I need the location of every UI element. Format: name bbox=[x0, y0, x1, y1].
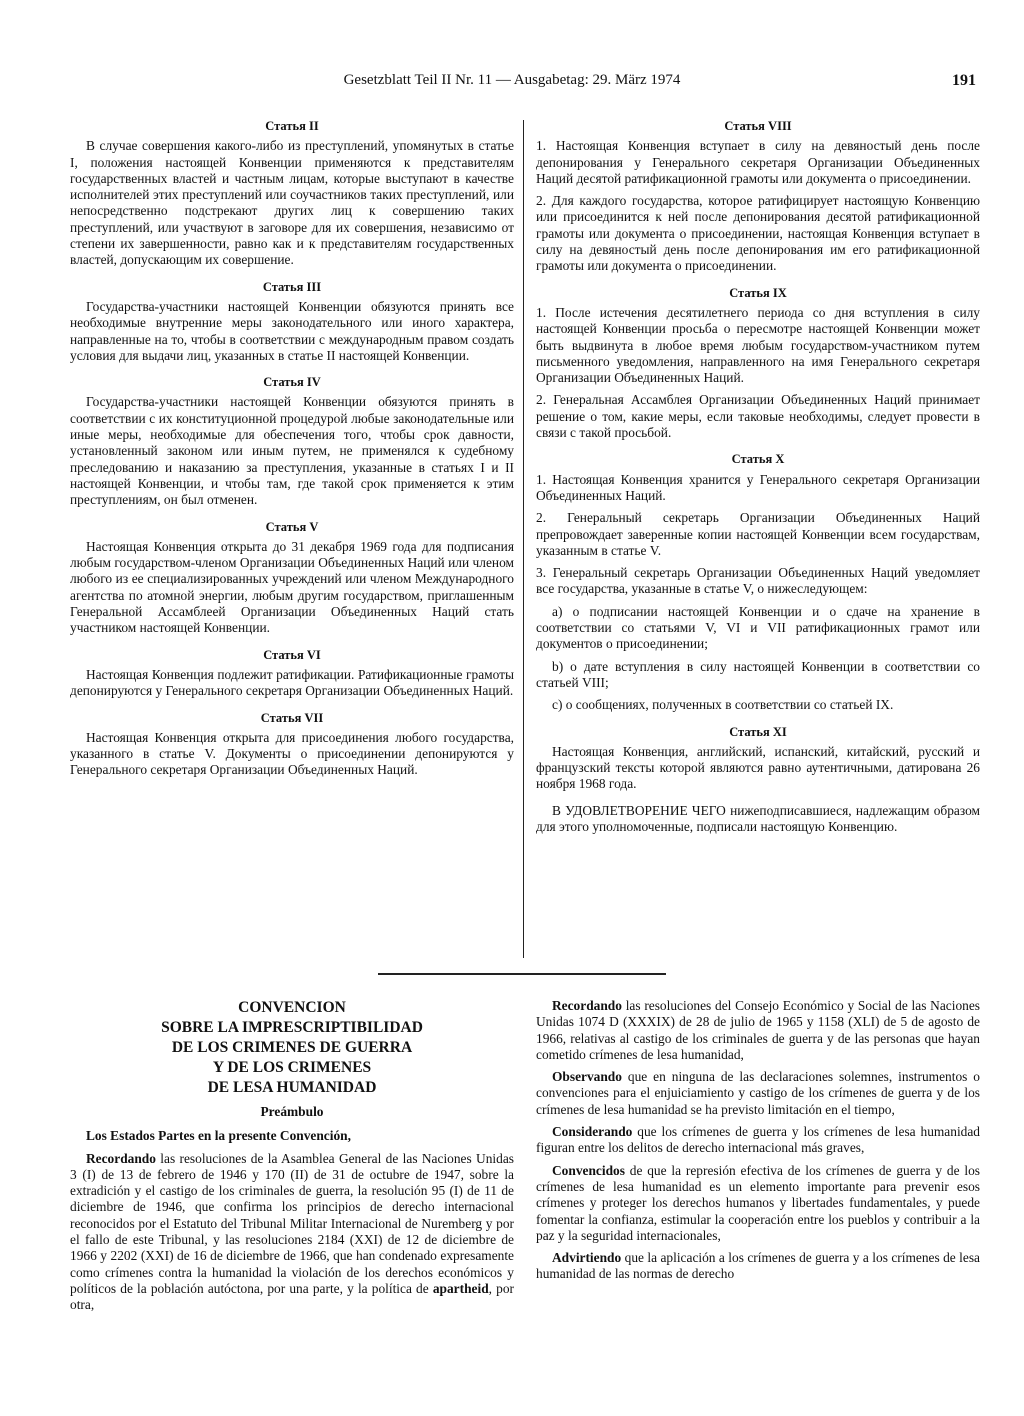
article bbox=[536, 451, 980, 713]
article-title: Статья X bbox=[731, 452, 785, 467]
article bbox=[70, 374, 514, 508]
article-text: Государства-участники настоящей Конвенции обязуются принять все необходимые внутренние меры законодательного или иного характера, направленные на то, чтобы в соответствии с международным правом создать условия для выдачи лиц, указанных в статье II настоящей Конвенции. bbox=[70, 298, 514, 363]
article-title: Статья IX bbox=[729, 285, 787, 300]
article-title: Статья VI bbox=[263, 647, 321, 662]
article-text: В случае совершения какого-либо из преступлений, упомянутых в статье I, положения настоящей Конвенции применяются к представителям государственных властей и частным лицам, которые выступают в качестве исполнителей этих преступлений или соучастников таких преступлений, или непосредственно подстрекают других лиц к совершению таких преступлений, или участвуют в заговоре для их совершения, независимо от степени их завершенности, равно как и к представителям государственных властей, допускающим их совершение. bbox=[70, 138, 514, 268]
paragraph-text: las resoluciones del Consejo Económico y Social de las Naciones Unidas 1074 D (XXXIX) de 28 de julio de 1965 y 1158 (XLI) de 5 de agosto de 1966, relativas al castigo de los criminales de guerra y de las personas que hayan cometido crímenes de lesa humanidad, bbox=[536, 998, 980, 1062]
paragraph-lead: Recordando bbox=[86, 1150, 156, 1166]
article-text: 1. Настоящая Конвенция вступает в силу на девяностый день после депонирования у Генерального секретаря Организации Объединенных Наций десятой ратификационной грамоты или документа о присоединении. bbox=[536, 138, 980, 186]
article-text: 3. Генеральный секретарь Организации Объединенных Наций уведомляет все государства, указанные в статье V, о нижеследующем: bbox=[536, 565, 980, 597]
preamble-title: Preámbulo bbox=[260, 1104, 324, 1119]
title-line: CONVENCION bbox=[238, 999, 346, 1016]
article bbox=[70, 279, 514, 364]
title-line: SOBRE LA IMPRESCRIPTIBILIDAD bbox=[161, 1019, 423, 1036]
right-column-spanish bbox=[536, 998, 980, 1289]
article-title: Статья XI bbox=[729, 724, 787, 739]
article-text: b) о дате вступления в силу настоящей Конвенции в соответствии со статьей VIII; bbox=[536, 658, 980, 690]
closing-clause: В УДОВЛЕТВОРЕНИЕ ЧЕГО нижеподписавшиеся, надлежащим образом для этого уполномоченные, подписали настоящую Конвенцию. bbox=[536, 802, 980, 834]
paragraph-emphasis: apartheid bbox=[432, 1280, 489, 1296]
preamble-paragraph bbox=[536, 1069, 980, 1118]
column-divider bbox=[523, 120, 524, 958]
article-text: a) о подписании настоящей Конвенции и о сдаче на хранение в соответствии со статьями V, VI и VII ратификационных грамот или документов о присоединении; bbox=[536, 603, 980, 652]
article-text: Настоящая Конвенция подлежит ратификации. Ратификационные грамоты депонируются у Генерального секретаря Организации Объединенных Наций. bbox=[70, 666, 514, 699]
paragraph-lead: Advirtiendo bbox=[552, 1250, 622, 1266]
article bbox=[70, 519, 514, 637]
left-column-spanish bbox=[70, 998, 514, 1320]
convention-title bbox=[70, 998, 514, 1098]
right-column-russian bbox=[536, 118, 980, 841]
paragraph-lead: Considerando bbox=[552, 1124, 633, 1140]
paragraph-end: , por otra, bbox=[70, 1280, 515, 1313]
article-text: 1. После истечения десятилетнего периода со дня вступления в силу настоящей Конвенции просьба о пересмотре настоящей Конвенции может быть выдвинута в любое время любым государством-участником путем письменного уведомления, направленного на имя Генерального секретаря Организации Объединенных Наций. bbox=[536, 304, 980, 386]
section-divider bbox=[378, 973, 666, 975]
article bbox=[70, 118, 514, 269]
article bbox=[70, 710, 514, 779]
paragraph-text: las resoluciones de la Asamblea General de las Naciones Unidas 3 (I) de 13 de febrero de 1946 y 170 (II) de 31 de octubre de 1947, sobre la extradición y el castigo de los criminales de guerra, la resolución 95 (I) de 11 de diciembre de 1946, que confirma los principios de derecho internacional reconocidos por el Estatuto del Tribunal Militar Internacional de Nuremberg y por el fallo de este Tribunal, y las resoluciones 2184 (XXI) de 12 de diciembre de 1966 y 2202 (XXI) de 16 de diciembre de 1966, que han condenado expresamente como crímenes contra la humanidad la violación de los derechos económicos y políticos de la población autóctona, por una parte, y la política de bbox=[70, 1150, 514, 1296]
preamble-paragraph bbox=[536, 1163, 980, 1244]
article-text: Настоящая Конвенция открыта для присоединения любого государства, указанного в статье V. Документы о присоединении депонируются у Генерального секретаря Организации Объединенных Наций. bbox=[70, 729, 514, 778]
paragraph-text: que los crímenes de guerra y los crímenes de lesa humanidad figuran entre los delitos de derecho internacional más graves, bbox=[536, 1124, 980, 1156]
preamble-subtitle: Los Estados Partes en la presente Convención, bbox=[86, 1128, 351, 1144]
paragraph-lead: Convencidos bbox=[552, 1162, 625, 1178]
article-text: 2. Для каждого государства, которое ратифицирует настоящую Конвенцию или присоединится к ней после депонирования десятой ратификационной грамоты или документа о присоединении, настоящая Конвенция вступает в силу на девяностый день после депонирования им его ратификационной грамоты или документа о присоединении. bbox=[536, 193, 980, 274]
preamble-paragraph bbox=[70, 1151, 514, 1314]
article-text: Настоящая Конвенция открыта до 31 декабря 1969 года для подписания любым государством-членом Организации Объединенных Наций или членом любого из ее специализированных учреждений или членом Международного агентства по атомной энергии, любым другим государством, приглашенным Генеральной Ассамблеей Организации Объединенных Наций стать участником настоящей Конвенции. bbox=[70, 538, 514, 636]
article-text: 2. Генеральная Ассамблея Организации Объединенных Наций принимает решение о том, какие меры, если таковые необходимы, следует провести в связи с такой просьбой. bbox=[536, 392, 980, 441]
article bbox=[536, 118, 980, 275]
paragraph-text: que en ninguna de las declaraciones solemnes, instrumentos o convenciones para el enjuiciamiento y castigo de los crímenes de guerra y de los crímenes de lesa humanidad se ha previsto limitación en el tiempo, bbox=[536, 1069, 980, 1117]
left-column-russian bbox=[70, 118, 514, 789]
paragraph-text: que la aplicación a los crímenes de guerra y a los crímenes de lesa humanidad de las normas de derecho bbox=[536, 1250, 980, 1282]
title-line: Y DE LOS CRIMENES bbox=[212, 1059, 372, 1076]
article-title: Статья III bbox=[262, 279, 322, 294]
article bbox=[536, 285, 980, 442]
article-text: Настоящая Конвенция, английский, испанский, китайский, русский и французский тексты которой являются равно аутентичными, датирована 26 ноября 1968 года. bbox=[536, 743, 980, 792]
article-text: 2. Генеральный секретарь Организации Объединенных Наций препровождает заверенные копии настоящей Конвенции всем государствам, указанным в статье V. bbox=[536, 510, 980, 558]
title-line: DE LOS CRIMENES DE GUERRA bbox=[171, 1039, 413, 1056]
article bbox=[536, 724, 980, 793]
article bbox=[70, 647, 514, 700]
preamble-paragraph bbox=[536, 1124, 980, 1157]
paragraph-lead: Recordando bbox=[552, 998, 622, 1013]
article-text: 1. Настоящая Конвенция хранится у Генерального секретаря Организации Объединенных Наций. bbox=[536, 471, 980, 503]
article-text: Государства-участники настоящей Конвенции обязуются принять в соответствии с их конституционной процедурой любые законодательные или иные меры, необходимые для обеспечения того, чтобы срок давности, установленный законом или иным путем, не применялся к судебному преследованию и наказанию за преступления, указанные в статьях I и II настоящей Конвенции, и чтобы там, где такой срок применяется к этим преступлениям, он был отменен. bbox=[70, 394, 514, 508]
title-line: DE LESA HUMANIDAD bbox=[207, 1079, 377, 1096]
preamble-paragraph bbox=[536, 998, 980, 1063]
article-title: Статья VII bbox=[260, 710, 324, 725]
preamble-paragraph bbox=[536, 1250, 980, 1283]
article-title: Статья II bbox=[265, 119, 319, 133]
gazette-title: Gesetzblatt Teil II Nr. 11 — Ausgabetag: 29. März 1974 bbox=[343, 72, 681, 88]
article-title: Статья V bbox=[265, 519, 319, 534]
page-header bbox=[0, 72, 1024, 94]
article-title: Статья VIII bbox=[724, 119, 792, 133]
article-text: c) о сообщениях, полученных в соответствии со статьей IX. bbox=[552, 697, 894, 713]
paragraph-text: de que la represión efectiva de los crímenes de guerra y de los crímenes de lesa humanidad es un elemento importante para prevenir esos crímenes y proteger los derechos humanos y libertades fundamentales, y puede fomentar la confianza, estimular la cooperación entre los pueblos y contribuir a la paz y la seguridad internacionales, bbox=[536, 1162, 980, 1243]
article-title: Статья IV bbox=[263, 375, 321, 390]
paragraph-lead: Observando bbox=[552, 1069, 622, 1085]
page-number: 191 bbox=[952, 72, 976, 89]
